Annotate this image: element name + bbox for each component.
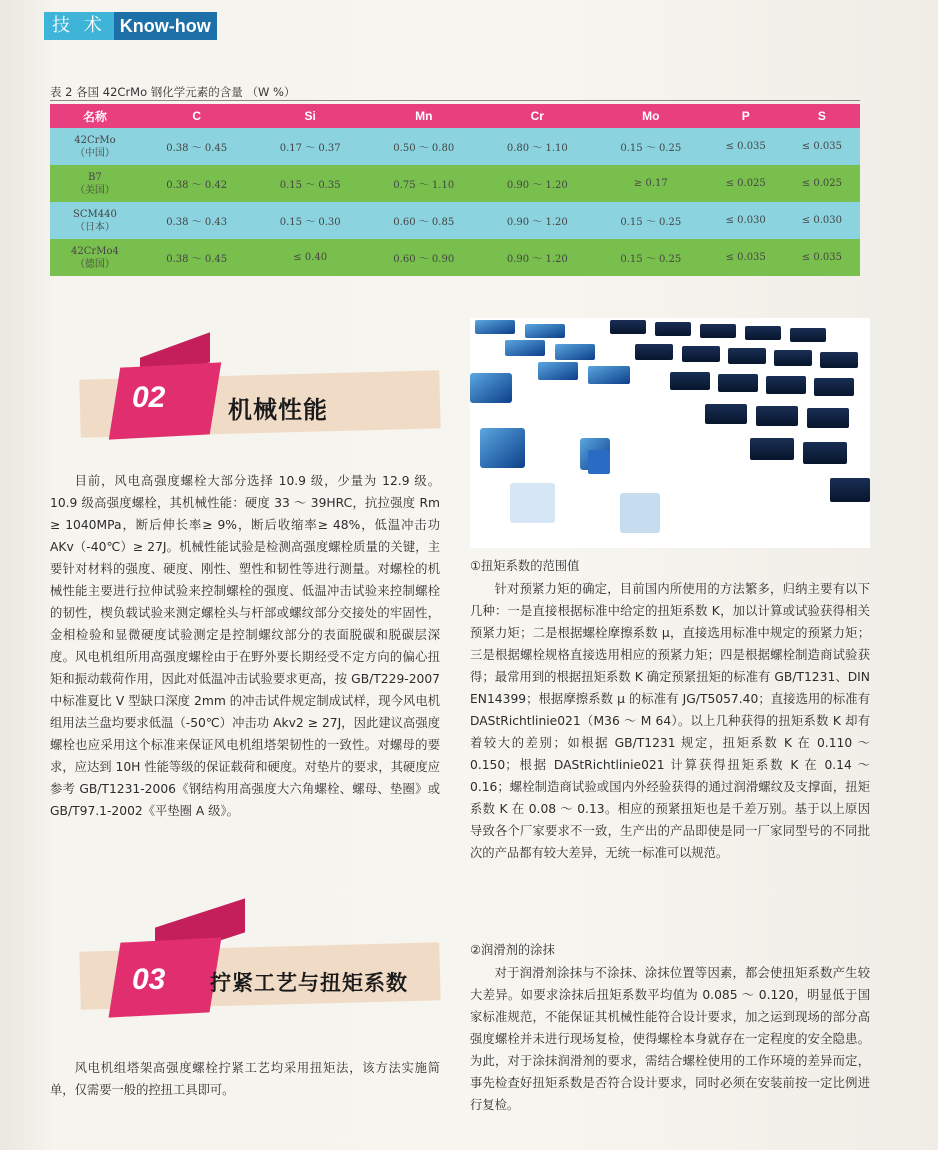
table-cell: ≤ 0.40 — [253, 239, 367, 276]
grade-country: （中国） — [74, 147, 115, 159]
table-cell: ≤ 0.035 — [784, 239, 860, 276]
table-cell: 0.60 ～ 0.85 — [367, 202, 481, 239]
grade-name: SCM440 — [73, 208, 117, 220]
col-header: P — [708, 104, 784, 128]
grade-name: B7 — [88, 171, 102, 183]
section-number: 02 — [132, 381, 166, 414]
table-cell: ≤ 0.025 — [784, 165, 860, 202]
table-cell: ≤ 0.035 — [708, 128, 784, 165]
grade-name: 42CrMo — [74, 134, 116, 146]
tightening-intro-text — [50, 1057, 440, 1101]
torque-range-text — [470, 578, 870, 864]
table-cell: 0.38 ～ 0.42 — [140, 165, 254, 202]
col-header: Mn — [367, 104, 481, 128]
table-cell: ≤ 0.025 — [708, 165, 784, 202]
col-header: 名称 — [50, 104, 140, 128]
table-cell: 0.15 ～ 0.25 — [594, 202, 708, 239]
paragraph: 目前，风电高强度螺栓大部分选择 10.9 级，少量为 12.9 级。10.9 级高强度螺栓，其机械性能：硬度 33 ～ 39HRC，抗拉强度 Rm ≥ 1040MPa，断后伸长率≥ 9%，断后收缩率≥ 48%，低温冲击功 AKv（-40℃）≥ 27J。机械性能试验是检测高强度螺栓质量的关键，主要针对材料的强度、硬度、刚性、塑性和韧性等进行测量。对螺栓的机械性能主要进行拉伸试验来控制螺栓的强度、低温冲击试验来控制螺栓的韧性，楔负载试验来测定螺栓头与杆部或螺纹部分交接处的牢固性，金相检验和显微硬度试验测定是控制螺纹部分的表面脱碳和脱碳层深度。风电机组所用高强度螺栓由于在野外要长期经受不定方向的偏心扭矩和振动载荷作用，因此对低温冲击试验要求更高，按 GB/T229-2007 中标准夏比 V 型缺口深度 2mm 的冲击试件规定制成试样，现今风电机组用法兰盘均要求低温（-50℃）冲击功 Akv2 ≥ 27J，因此建议高强度螺栓也应采用这个标准来保证风电机组塔架韧性的一致性。对螺母的要求，应达到 10H 性能等级的保证载荷和硬度。对垫片的要求，其硬度应参考 GB/T1231-2006《钢结构用高强度大六角螺栓、螺母、垫圈》或 GB/T97.1-2002《平垫圈 A 级》。 — [50, 474, 440, 818]
table-row — [50, 239, 860, 276]
col-header: Si — [253, 104, 367, 128]
col-header: S — [784, 104, 860, 128]
grade-cell — [50, 239, 140, 276]
tiles-illustration — [470, 318, 870, 548]
col-header: Mo — [594, 104, 708, 128]
table-cell: 0.75 ～ 1.10 — [367, 165, 481, 202]
grade-cell — [50, 202, 140, 239]
grade-country: （美国） — [74, 184, 115, 196]
table-cell: ≤ 0.030 — [708, 202, 784, 239]
table-cell: 0.90 ～ 1.20 — [481, 239, 595, 276]
paragraph: 风电机组塔架高强度螺栓拧紧工艺均采用扭矩法，该方法实施简单，仅需要一般的控扭工具即可。 — [50, 1061, 440, 1097]
section-03-banner — [70, 905, 450, 1035]
paragraph: 对于润滑剂涂抹与不涂抹、涂抹位置等因素，都会使扭矩系数产生较大差异。如要求涂抹后扭矩系数平均值为 0.085 ～ 0.120，明显低于国家标准规范，不能保证其机械性能符合设计要求，加之运到现场的部分高强度螺栓并未进行现场复检，使得螺栓本身就存在一定程度的安全隐患。为此，对于涂抹润滑剂的要求，需结合螺栓使用的工作环境的差异而定，事先检查好扭矩系数是否符合设计要求，同时必须在安装前按一定比例进行复检。 — [470, 966, 870, 1112]
grade-cell — [50, 165, 140, 202]
category-label: 技 术 — [44, 12, 114, 40]
table-cell: ≤ 0.035 — [708, 239, 784, 276]
caption-divider — [50, 100, 860, 101]
section-title: 拧紧工艺与扭矩系数 — [210, 971, 408, 995]
table-row — [50, 128, 860, 165]
table-cell: 0.38 ～ 0.45 — [140, 239, 254, 276]
table-cell: ≤ 0.035 — [784, 128, 860, 165]
col-header: Cr — [481, 104, 595, 128]
table-cell: 0.80 ～ 1.10 — [481, 128, 595, 165]
table-cell: 0.15 ～ 0.30 — [253, 202, 367, 239]
table-cell: ≤ 0.030 — [784, 202, 860, 239]
section-number: 03 — [132, 963, 166, 996]
table-cell: 0.90 ～ 1.20 — [481, 165, 595, 202]
table-caption: 表 2 各国 42CrMo 钢化学元素的含量 （W %） — [50, 85, 296, 99]
tiles-illustration-svg — [470, 318, 870, 548]
table-cell: 0.90 ～ 1.20 — [481, 202, 595, 239]
subheading-torque-range: ①扭矩系数的范围值 — [470, 559, 580, 573]
grade-name: 42CrMo4 — [71, 245, 119, 257]
table-cell: 0.17 ～ 0.37 — [253, 128, 367, 165]
table-cell: 0.15 ～ 0.35 — [253, 165, 367, 202]
composition-table — [50, 104, 860, 276]
table-cell: 0.38 ～ 0.45 — [140, 128, 254, 165]
table-cell: 0.60 ～ 0.90 — [367, 239, 481, 276]
section-02-banner — [70, 335, 450, 455]
grade-country: （德国） — [74, 258, 115, 270]
table-cell: 0.38 ～ 0.43 — [140, 202, 254, 239]
section-header — [44, 12, 217, 40]
table-cell: ≥ 0.17 — [594, 165, 708, 202]
table-cell: 0.50 ～ 0.80 — [367, 128, 481, 165]
table-row — [50, 165, 860, 202]
table-row — [50, 202, 860, 239]
lubricant-text — [470, 962, 870, 1116]
grade-cell — [50, 128, 140, 165]
mechanical-properties-text — [50, 470, 440, 822]
grade-country: （日本） — [74, 221, 115, 233]
section-title: 机械性能 — [228, 396, 328, 424]
subheading-lubricant: ②润滑剂的涂抹 — [470, 943, 555, 957]
table-cell: 0.15 ～ 0.25 — [594, 239, 708, 276]
table-header-row — [50, 104, 860, 128]
section-label: Know-how — [114, 12, 217, 40]
col-header: C — [140, 104, 254, 128]
paragraph: 针对预紧力矩的确定，目前国内所使用的方法繁多，归纳主要有以下几种：一是直接根据标准中给定的扭矩系数 K，加以计算或试验获得相关预紧力矩；二是根据螺栓摩擦系数 μ，直接选用标准中规定的预紧力矩；三是根据螺栓规格直接选用相应的预紧力矩；四是根据螺栓制造商试验获得；最常用到的根据扭矩系数 K 确定预紧扭矩的标准有 GB/T1231、DIN EN14399；根据摩擦系数 μ 的标准有 JG/T5057.40；直接选用的标准有 DAStRichtlinie021（M36 ～ M 64）。以上几种获得的扭矩系数 K 却有着较大的差别；如根据 GB/T1231 规定，扭矩系数 K 在 0.110 ～ 0.150；根据 DAStRichtlinie021 计算获得扭矩系数 K 在 0.14 ～ 0.16；螺栓制造商试验或国内外经验获得的通过润滑螺纹及支撑面，扭矩系数 K 在 0.08 ～ 0.13。相应的预紧扭矩也是千差万别。基于以上原因导致各个厂家要求不一致，生产出的产品即使是同一厂家同型号的不同批次的产品都有较大差异，无统一标准可以规范。 — [470, 582, 870, 860]
table-cell: 0.15 ～ 0.25 — [594, 128, 708, 165]
